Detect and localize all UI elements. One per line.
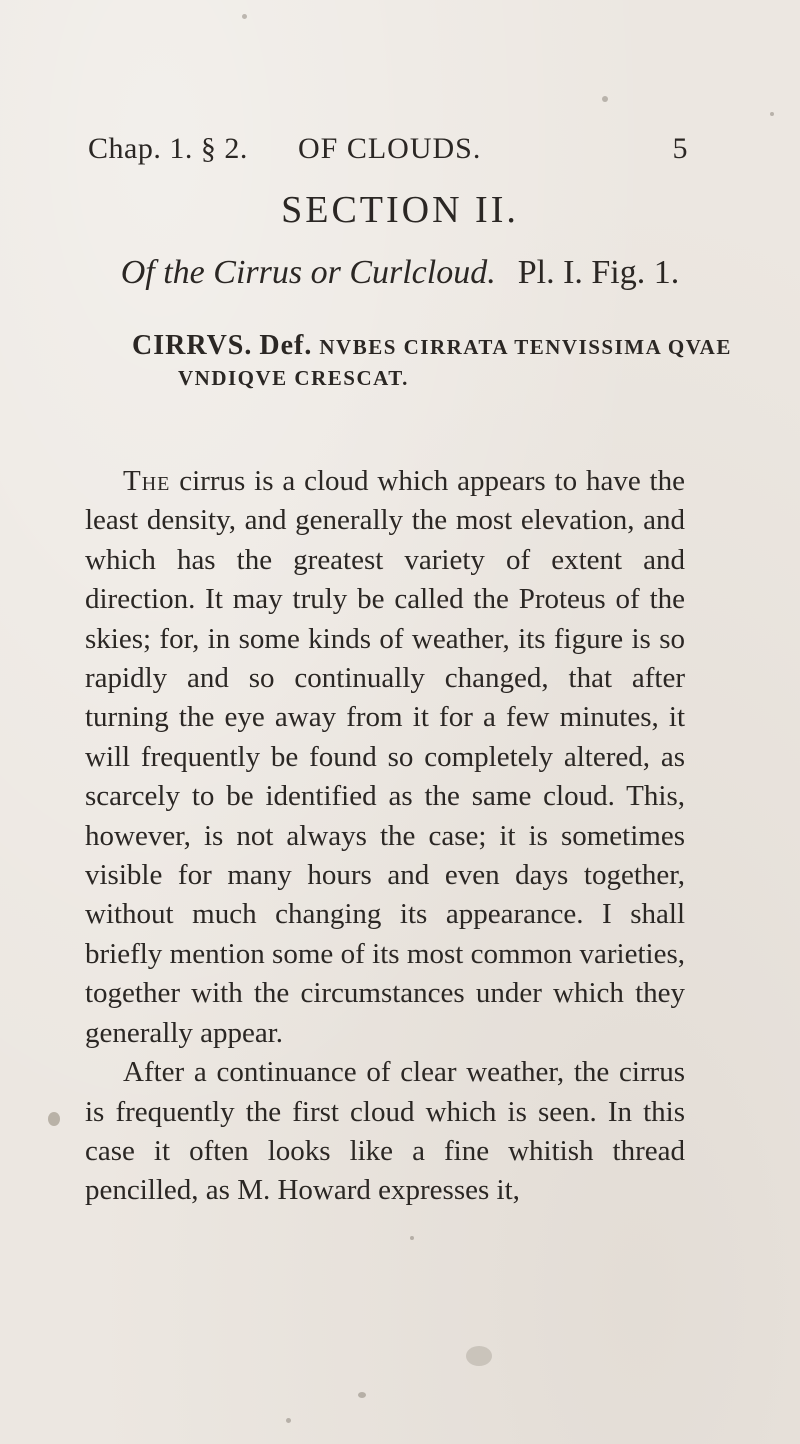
section-title: SECTION II. — [281, 189, 519, 231]
paper-speck — [410, 1236, 414, 1240]
plate-reference: Pl. I. Fig. 1. — [517, 254, 680, 291]
paragraph-lead-word: The — [123, 465, 171, 497]
running-title: OF CLOUDS. — [298, 132, 482, 165]
section-subtitle — [0, 254, 800, 292]
paragraph — [85, 1053, 685, 1211]
definition-term: CIRRVS. — [132, 330, 253, 361]
paper-speck — [358, 1392, 366, 1398]
paragraph-text: After a continuance of clear weather, the cirrus is frequently the first cloud which is seen. In this case it often looks like a fine whitish thread pencilled, as M. Howard expresses it, — [85, 1056, 685, 1207]
paper-speck — [466, 1346, 492, 1366]
page-number: 5 — [672, 132, 688, 165]
paragraph — [85, 462, 685, 1053]
paper-speck — [770, 112, 774, 116]
definition-continuation: VNDIQVE CRESCAT. — [178, 366, 409, 390]
paper-speck — [286, 1418, 291, 1423]
running-head — [88, 132, 688, 172]
subtitle-text: Of the Cirrus or Curlcloud. — [120, 254, 496, 291]
definition-text: NVBES CIRRATA TENVISSIMA QVAE — [319, 335, 732, 359]
definition-block — [132, 330, 732, 391]
definition-line — [132, 330, 732, 362]
paragraph-text: cirrus is a cloud which appears to have the least density, and generally the most elevation, and which has the greatest variety of extent and direction. It may truly be called the Proteus of the skies; for, in some kinds of weather, its figure is so rapidly and so continually changed, that after turning the eye away from it for a few minutes, it will frequently be found so completely altered, as scarcely to be identified as the same cloud. This, however, is not always the case; it is sometimes visible for many hours and even days together, without much changing its appearance. I shall briefly mention some of its most common varieties, together with the circumstances under which they generally appear. — [85, 465, 685, 1049]
body-text — [85, 462, 685, 1211]
paper-speck — [48, 1112, 60, 1126]
chapter-reference: Chap. 1. § 2. — [88, 132, 248, 165]
paper-speck — [602, 96, 608, 102]
definition-label: Def. — [259, 330, 313, 361]
paper-speck — [242, 14, 247, 19]
